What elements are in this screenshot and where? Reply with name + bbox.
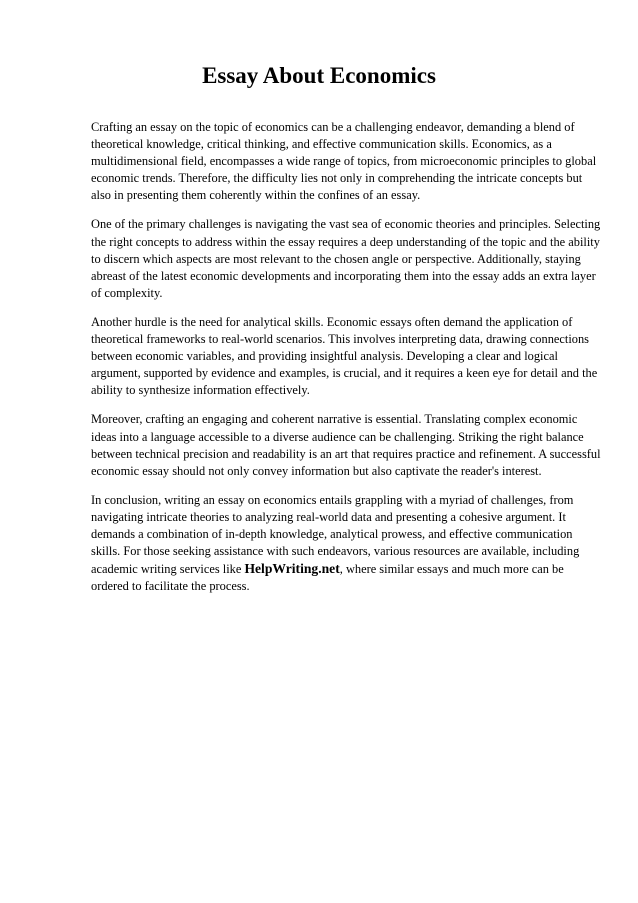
conclusion-text-before: In conclusion, writing an essay on economics entails grappling with a myriad of challenges, from navigating intricate theories to analyzing real-world data and presenting a cohesive argument. It demands a combination of in-depth knowledge, analytical prowess, and effective communication skills. For those seeking assistance with such endeavors, various resources are available, including academic writing services like	[91, 492, 580, 577]
paragraph-analytical-skills: Another hurdle is the need for analytical skills. Economic essays often demand the application of theoretical frameworks to real-world scenarios. This involves interpreting data, drawing connections between economic variables, and providing insightful analysis. Developing a clear and logical argument, supported by evidence and examples, is crucial, and it requires a keen eye for detail and the ability to synthesize information effectively.	[91, 314, 598, 398]
brand-name: HelpWriting.net	[244, 561, 340, 577]
page-title: Essay About Economics	[202, 63, 436, 88]
paragraph-narrative: Moreover, crafting an engaging and coherent narrative is essential. Translating complex economic ideas into a language accessible to a diverse audience can be challenging. Striking the right balance between technical precision and readability is an art that requires practice and refinement. A successful economic essay should not only convey information but also captivate the reader's interest.	[91, 412, 601, 478]
essay-body	[91, 119, 601, 607]
paragraph-theories: One of the primary challenges is navigating the vast sea of economic theories and principles. Selecting the right concepts to address within the essay requires a deep understanding of the topic and the ability to discern which aspects are most relevant to the chosen angle or perspective. Additionally, staying abreast of the latest economic developments and incorporating them into the essay adds an extra layer of complexity.	[91, 217, 601, 300]
paragraph-intro: Crafting an essay on the topic of economics can be a challenging endeavor, demanding a blend of theoretical knowledge, critical thinking, and effective communication skills. Economics, as a multidimensional field, encompasses a wide range of topics, from microeconomic principles to global economic trends. Therefore, the difficulty lies not only in comprehending the intricate concepts but also in presenting them coherently within the confines of an essay.	[91, 120, 597, 203]
conclusion-text-after: , where similar essays and much more can be ordered to facilitate the process.	[91, 562, 564, 594]
paragraph-conclusion	[91, 492, 601, 596]
